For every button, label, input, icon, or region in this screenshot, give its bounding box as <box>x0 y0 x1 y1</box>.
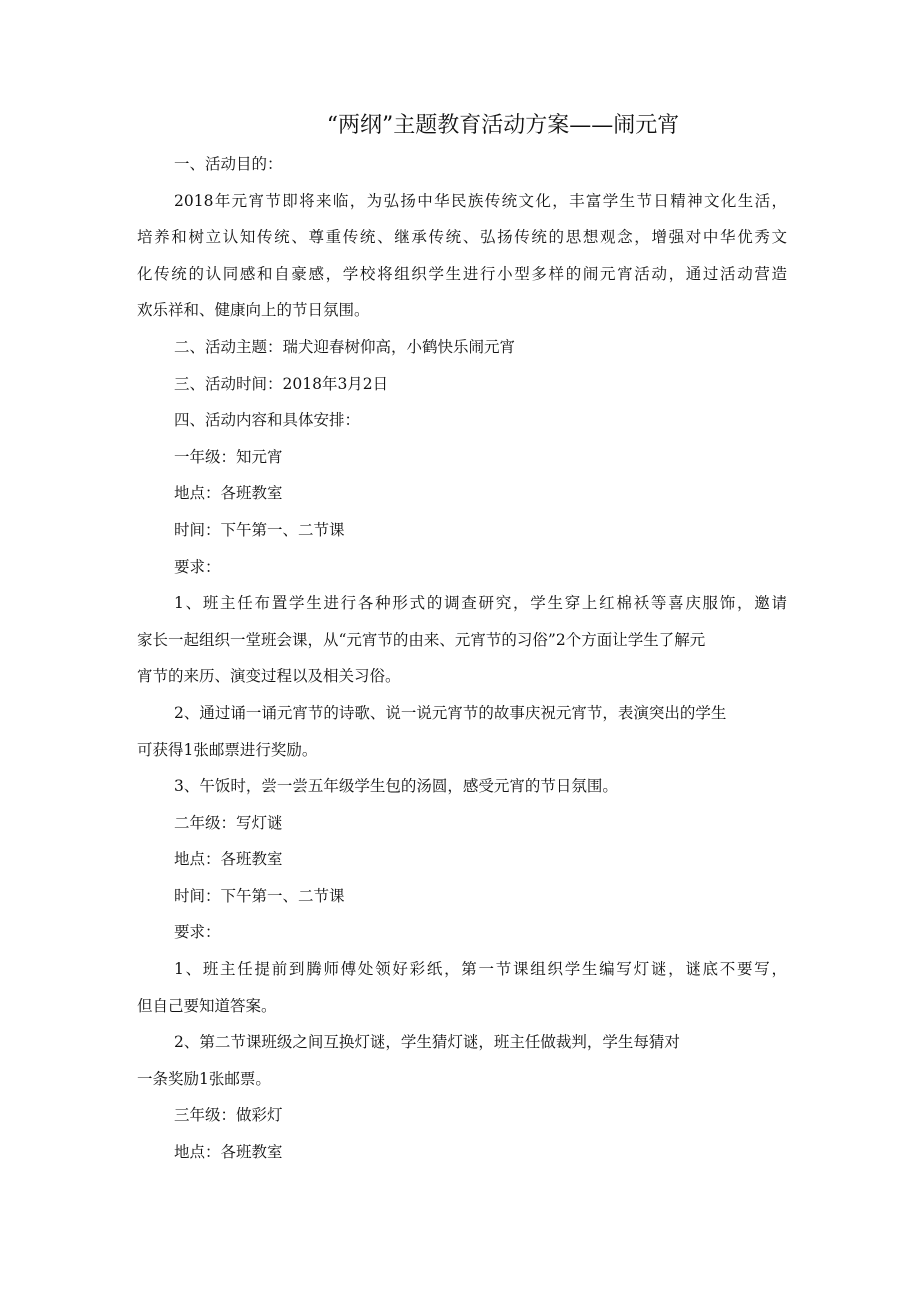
paragraph-line: 2018年元宵节即将来临，为弘扬中华民族传统文化，丰富学生节日精神文化生活， <box>174 191 787 210</box>
paragraph-line: 一条奖励1张邮票。 <box>137 1069 271 1088</box>
grade-heading: 一年级：知元宵 <box>174 447 283 466</box>
document-title: “两纲”主题教育活动方案——闹元宵 <box>326 113 680 138</box>
section-heading-theme: 二、活动主题：瑞犬迎春树仰高，小鹤快乐闹元宵 <box>174 337 516 356</box>
paragraph-line: 2、第二节课班级之间互换灯谜，学生猜灯谜，班主任做裁判，学生每猜对 <box>174 1033 680 1052</box>
paragraph-line: 但自己要知道答案。 <box>137 996 277 1015</box>
section-heading-content: 四、活动内容和具体安排： <box>174 411 361 430</box>
section-heading-time: 三、活动时间：2018年3月2日 <box>174 374 389 393</box>
requirements-label: 要求： <box>174 923 221 942</box>
requirements-label: 要求： <box>174 557 221 576</box>
paragraph-line: 可获得1张邮票进行奖励。 <box>137 740 318 759</box>
paragraph-line: 1、班主任布置学生进行各种形式的调查研究，学生穿上红棉袄等喜庆服饰，邀请 <box>174 594 787 613</box>
paragraph-line: 宵节的来历、演变过程以及相关习俗。 <box>137 667 401 686</box>
paragraph-line: 欢乐祥和、健康向上的节日氛围。 <box>137 301 370 320</box>
paragraph-line: 培养和树立认知传统、尊重传统、继承传统、弘扬传统的思想观念，增强对中华优秀文 <box>137 228 787 247</box>
time-line: 时间：下午第一、二节课 <box>174 520 345 539</box>
grade-heading: 三年级：做彩灯 <box>174 1106 283 1125</box>
section-heading-purpose: 一、活动目的： <box>174 155 283 173</box>
location-line: 地点：各班教室 <box>174 1143 283 1162</box>
location-line: 地点：各班教室 <box>174 484 283 503</box>
paragraph-line: 1、班主任提前到腾师傅处领好彩纸，第一节课组织学生编写灯谜，谜底不要写， <box>174 960 787 979</box>
paragraph-line: 化传统的认同感和自豪感，学校将组织学生进行小型多样的闹元宵活动，通过活动营造 <box>137 264 787 283</box>
paragraph-line: 3、午饭时，尝一尝五年级学生包的汤圆，感受元宵的节日氛围。 <box>174 777 618 796</box>
paragraph-line: 家长一起组织一堂班会课，从“元宵节的由来、元宵节的习俗”2个方面让学生了解元 <box>137 630 706 649</box>
document-body <box>137 146 787 1171</box>
time-line: 时间：下午第一、二节课 <box>174 886 345 905</box>
grade-heading: 二年级：写灯谜 <box>174 813 283 832</box>
location-line: 地点：各班教室 <box>174 850 283 869</box>
paragraph-line: 2、通过诵一诵元宵节的诗歌、说一说元宵节的故事庆祝元宵节，表演突出的学生 <box>174 703 727 722</box>
